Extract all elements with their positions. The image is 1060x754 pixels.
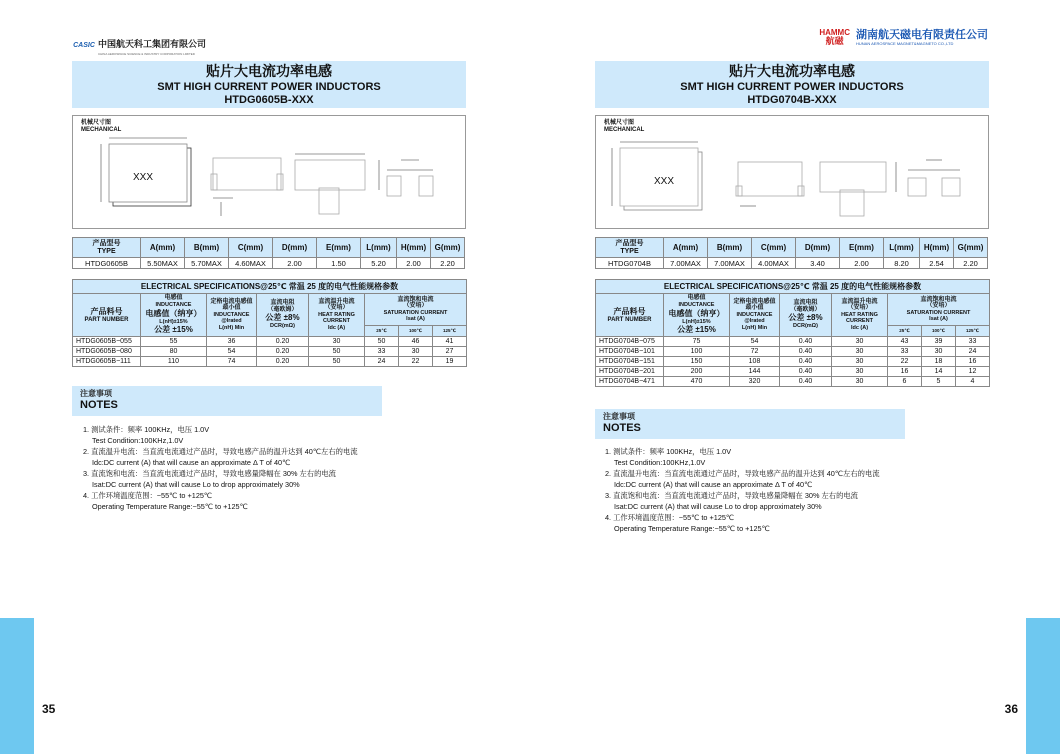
model-number: HTDG0605B-XXX [224,94,314,106]
hammc-name-en: HUNAN AEROSPACE MAGNET&MAGNETO CO.,LTD [856,40,954,46]
temp-100-header: 100℃ [399,326,433,337]
table-cell: 72 [730,347,780,357]
notes-header [72,386,382,416]
note-line: Isat:DC current (A) that will cause Lo to drop approximately 30% [92,480,300,489]
dcr-unit: DCR(mΩ) [270,323,295,330]
table-cell: HTDG0605B−111 [73,357,141,367]
min-header-en2: @Irated [221,318,242,325]
ind-unit: L(nH)±15% [682,318,711,325]
col-header: G(mm) [954,238,988,258]
dimension-table [72,237,465,269]
temp-25-header: 25℃ [888,326,922,337]
note-line: Idc:DC current (A) that will cause an approximate Δ T of 40℃ [92,458,291,467]
table-cell: 75 [664,337,730,347]
type-header-cn: 产品型号 [615,239,644,247]
table-cell: HTDG0605B−055 [73,337,141,347]
title-en: SMT HIGH CURRENT POWER INDUCTORS [680,81,904,93]
table-cell: 54 [207,347,257,357]
col-header: A(mm) [141,238,185,258]
elec-spec-title: ELECTRICAL SPECIFICATIONS@25℃ 常温 25 度的电气性能规格参数 [596,280,990,294]
table-cell: 6 [888,377,922,387]
notes-title-en: NOTES [603,422,641,434]
table-cell: 30 [399,347,433,357]
note-line: 3. 直流饱和电流：当直流电流通过产品时，导致电感量降幅在 30% 左右的电流 [605,491,858,500]
table-cell: 0.40 [780,337,832,347]
table-cell: 30 [832,367,888,377]
notes-title-cn: 注意事项 [80,389,112,398]
table-cell: 0.20 [257,347,309,357]
table-cell: 0.40 [780,357,832,367]
table-cell: 39 [922,337,956,347]
table-cell: 30 [309,337,365,347]
table-cell: 41 [433,337,467,347]
mech-label-en: MECHANICAL [604,127,645,133]
table-row [73,347,467,357]
table-cell: 24 [365,357,399,367]
temp-125-header: 125℃ [433,326,467,337]
mech-label-en: MECHANICAL [81,127,122,133]
table-cell: 18 [922,357,956,367]
page-number: 35 [42,702,56,716]
table-row [596,367,990,377]
isat-header-en: SATURATION CURRENT [906,309,971,316]
note-line: Test Condition:100KHz,1.0V [614,458,706,467]
col-header: L(mm) [361,238,397,258]
notes-list [83,424,358,512]
dcr-unit: DCR(mΩ) [793,323,818,330]
min-header-cn2: 最小值 [745,305,764,312]
isat-unit: Isat (A) [929,316,948,322]
table-cell: 0.20 [257,337,309,347]
col-header: E(mm) [840,238,884,258]
col-header: L(mm) [884,238,920,258]
dcr-header-cn2: （毫欧姆） [267,306,298,313]
ind-header-cn2: 电感值（纳亨） [145,308,202,318]
note-line: Idc:DC current (A) that will cause an approximate Δ T of 40℃ [614,480,813,489]
type-header-en: TYPE [97,247,116,255]
isat-header-cn: 直流饱和电流 [920,296,957,303]
table-cell: 12 [956,367,990,377]
table-cell: 16 [956,357,990,367]
col-header: C(mm) [229,238,273,258]
notes-title-cn: 注意事项 [603,412,635,421]
dimension-diagram [73,130,465,228]
marking-text: XXX [133,172,154,183]
notes-list [605,446,880,534]
col-header: B(mm) [185,238,229,258]
title-en: SMT HIGH CURRENT POWER INDUCTORS [157,81,381,93]
table-cell: 36 [207,337,257,347]
table-cell: 0.20 [257,357,309,367]
isat-header-cn2: （安培） [926,303,951,309]
mechanical-drawing [72,115,466,229]
col-header: D(mm) [796,238,840,258]
ind-tol: 公差 ±15% [154,325,193,334]
table-cell: 16 [888,367,922,377]
page-number: 36 [1004,702,1018,716]
mech-label-cn: 机械尺寸图 [604,120,635,126]
table-cell: HTDG0704B−151 [596,357,664,367]
dcr-tol: 公差 ±8% [788,313,823,323]
table-cell: 470 [664,377,730,387]
table-cell: 33 [956,337,990,347]
table-cell: 144 [730,367,780,377]
table-cell: 0.40 [780,347,832,357]
table-cell: 74 [207,357,257,367]
ind-header-cn: 电感值 [164,295,183,301]
table-row [596,377,990,387]
idc-header-en: HEAT RATING [841,311,878,318]
idc-header-en: HEAT RATING [318,311,355,318]
idc-header-en2: CURRENT [323,318,350,325]
idc-unit: Idc (A) [327,324,346,331]
dcr-header-cn2: （毫欧姆） [790,306,821,313]
min-header-cn2: 最小值 [222,305,241,312]
col-header: A(mm) [664,238,708,258]
table-cell: 30 [832,377,888,387]
part-header-cn: 产品料号 [613,306,646,316]
table-cell: 30 [832,347,888,357]
mech-label-cn: 机械尺寸图 [81,120,112,126]
table-cell: 30 [832,357,888,367]
table-row [73,337,467,347]
table-cell: 33 [365,347,399,357]
type-header-en: TYPE [620,247,639,255]
min-header-en: INDUCTANCE [213,311,250,318]
table-cell: 43 [888,337,922,347]
ind-header-en: INDUCTANCE [678,302,715,308]
temp-100-header: 100℃ [922,326,956,337]
notes-title-en: NOTES [80,399,118,411]
idc-header-cn2: （安培） [847,305,872,312]
isat-header-cn: 直流饱和电流 [397,296,434,303]
col-header: D(mm) [273,238,317,258]
note-line: Operating Temperature Range:−55℃ to +125℃ [92,502,248,511]
table-cell: 33 [888,347,922,357]
min-unit: L(nH) Min [218,324,245,331]
idc-unit: Idc (A) [850,324,869,331]
table-cell: 100 [664,347,730,357]
part-header-cn: 产品料号 [90,306,123,316]
title-box [595,61,989,108]
dimension-table [595,237,988,269]
table-cell: 22 [399,357,433,367]
min-header-en: INDUCTANCE [736,311,773,318]
table-cell: 5 [922,377,956,387]
table-cell: 27 [433,347,467,357]
notes-header [595,409,905,439]
table-cell: 108 [730,357,780,367]
part-header-en: PART NUMBER [607,316,652,323]
isat-header-cn2: （安培） [403,303,428,309]
model-number: HTDG0704B-XXX [747,94,837,106]
col-header: G(mm) [431,238,465,258]
page-tab [1026,618,1060,754]
marking-text: XXX [654,176,675,187]
table-cell: HTDG0704B−201 [596,367,664,377]
note-line: 4. 工作环境温度范围：−55℃ to +125℃ [83,491,213,500]
table-cell: 50 [309,347,365,357]
table-row [596,337,990,347]
table-cell: 30 [922,347,956,357]
col-header: H(mm) [920,238,954,258]
min-header-cn: 定格电流电感值 [210,298,253,305]
isat-header-en: SATURATION CURRENT [383,309,448,316]
table-cell: 24 [956,347,990,357]
dcr-tol: 公差 ±8% [265,313,300,323]
temp-125-header: 125℃ [956,326,990,337]
title-box [72,61,466,108]
hammc-logo [819,28,988,46]
idc-header-cn2: （安培） [324,305,349,312]
table-cell: 54 [730,337,780,347]
note-line: Test Condition:100KHz,1.0V [92,436,184,445]
temp-25-header: 25℃ [365,326,399,337]
col-header: E(mm) [317,238,361,258]
table-row [73,357,467,367]
table-cell: 14 [922,367,956,377]
table-cell: 110 [141,357,207,367]
table-cell: 46 [399,337,433,347]
elec-spec-title: ELECTRICAL SPECIFICATIONS@25℃ 常温 25 度的电气性能规格参数 [73,280,467,294]
table-row: HTDG0605B 5.50MAX 5.70MAX 4.60MAX 2.00 1.50 5.20 2.00 2.20 [73,258,465,269]
idc-header-en2: CURRENT [846,318,873,325]
table-cell: HTDG0704B−471 [596,377,664,387]
electrical-table [595,279,990,387]
ind-unit: L(nH)±15% [159,318,188,325]
title-cn: 贴片大电流功率电感 [206,64,332,80]
table-cell: HTDG0704B−101 [596,347,664,357]
ind-header-cn2: 电感值（纳亨） [668,308,725,318]
casic-logo-name: 中国航天科工集团有限公司 [98,40,207,50]
title-cn: 贴片大电流功率电感 [729,64,855,80]
dimension-diagram [596,130,988,228]
dcr-header-cn: 直流电阻 [270,300,295,307]
note-line: Operating Temperature Range:−55℃ to +125℃ [614,524,770,533]
table-cell: 55 [141,337,207,347]
note-line: 1. 测试条件：频率 100KHz，电压 1.0V [605,447,732,456]
table-cell: 4 [956,377,990,387]
min-header-en2: @Irated [744,318,765,325]
note-line: Isat:DC current (A) that will cause Lo to drop approximately 30% [614,502,822,511]
table-cell: 50 [309,357,365,367]
col-header: B(mm) [708,238,752,258]
table-cell: HTDG0605B−080 [73,347,141,357]
electrical-table [72,279,467,367]
col-header: H(mm) [397,238,431,258]
note-line: 4. 工作环境温度范围：−55℃ to +125℃ [605,513,735,522]
table-cell: 50 [365,337,399,347]
col-header: C(mm) [752,238,796,258]
hammc-mark-cn: 航磁 [825,36,844,46]
table-cell: 30 [832,337,888,347]
casic-logo-mark: CASIC [73,41,95,49]
table-cell: 0.40 [780,367,832,377]
page-tab [0,618,34,754]
idc-header-cn: 直流温升电流 [841,298,878,305]
table-cell: 150 [664,357,730,367]
ind-header-en: INDUCTANCE [155,302,192,308]
note-line: 2. 直流温升电流：当直流电流通过产品时，导致电感产品的温升达到 40℃左右的电流 [83,447,358,456]
mechanical-drawing [595,115,989,229]
note-line: 3. 直流饱和电流：当直流电流通过产品时，导致电感量降幅在 30% 左右的电流 [83,469,336,478]
table-cell: 0.40 [780,377,832,387]
ind-header-cn: 电感值 [687,295,706,301]
table-row [596,347,990,357]
min-unit: L(nH) Min [741,324,768,331]
table-cell: 80 [141,347,207,357]
ind-tol: 公差 ±15% [677,325,716,334]
table-cell: 19 [433,357,467,367]
table-cell: HTDG0704B−075 [596,337,664,347]
idc-header-cn: 直流温升电流 [318,298,355,305]
table-cell: 22 [888,357,922,367]
isat-unit: Isat (A) [406,316,425,322]
table-row [596,357,990,367]
type-header-cn: 产品型号 [92,239,121,247]
note-line: 1. 测试条件：频率 100KHz，电压 1.0V [83,425,210,434]
hammc-name: 湖南航天磁电有限责任公司 [856,27,988,41]
right-page [530,0,1060,754]
note-line: 2. 直流温升电流：当直流电流通过产品时，导致电感产品的温升达到 40℃左右的电流 [605,469,880,478]
casic-logo-en: CHINA AEROSPACE SCIENCE & INDUSTRY CORPORATION LIMITED [98,52,195,56]
dcr-header-cn: 直流电阻 [793,300,818,307]
table-row: HTDG0704B 7.00MAX 7.00MAX 4.00MAX 3.40 2.00 8.20 2.54 2.20 [596,258,988,269]
hammc-mark: HAMMC [819,28,850,37]
table-cell: 200 [664,367,730,377]
part-header-en: PART NUMBER [84,316,129,323]
table-cell: 320 [730,377,780,387]
min-header-cn: 定格电流电感值 [733,298,776,305]
casic-logo [74,34,206,56]
